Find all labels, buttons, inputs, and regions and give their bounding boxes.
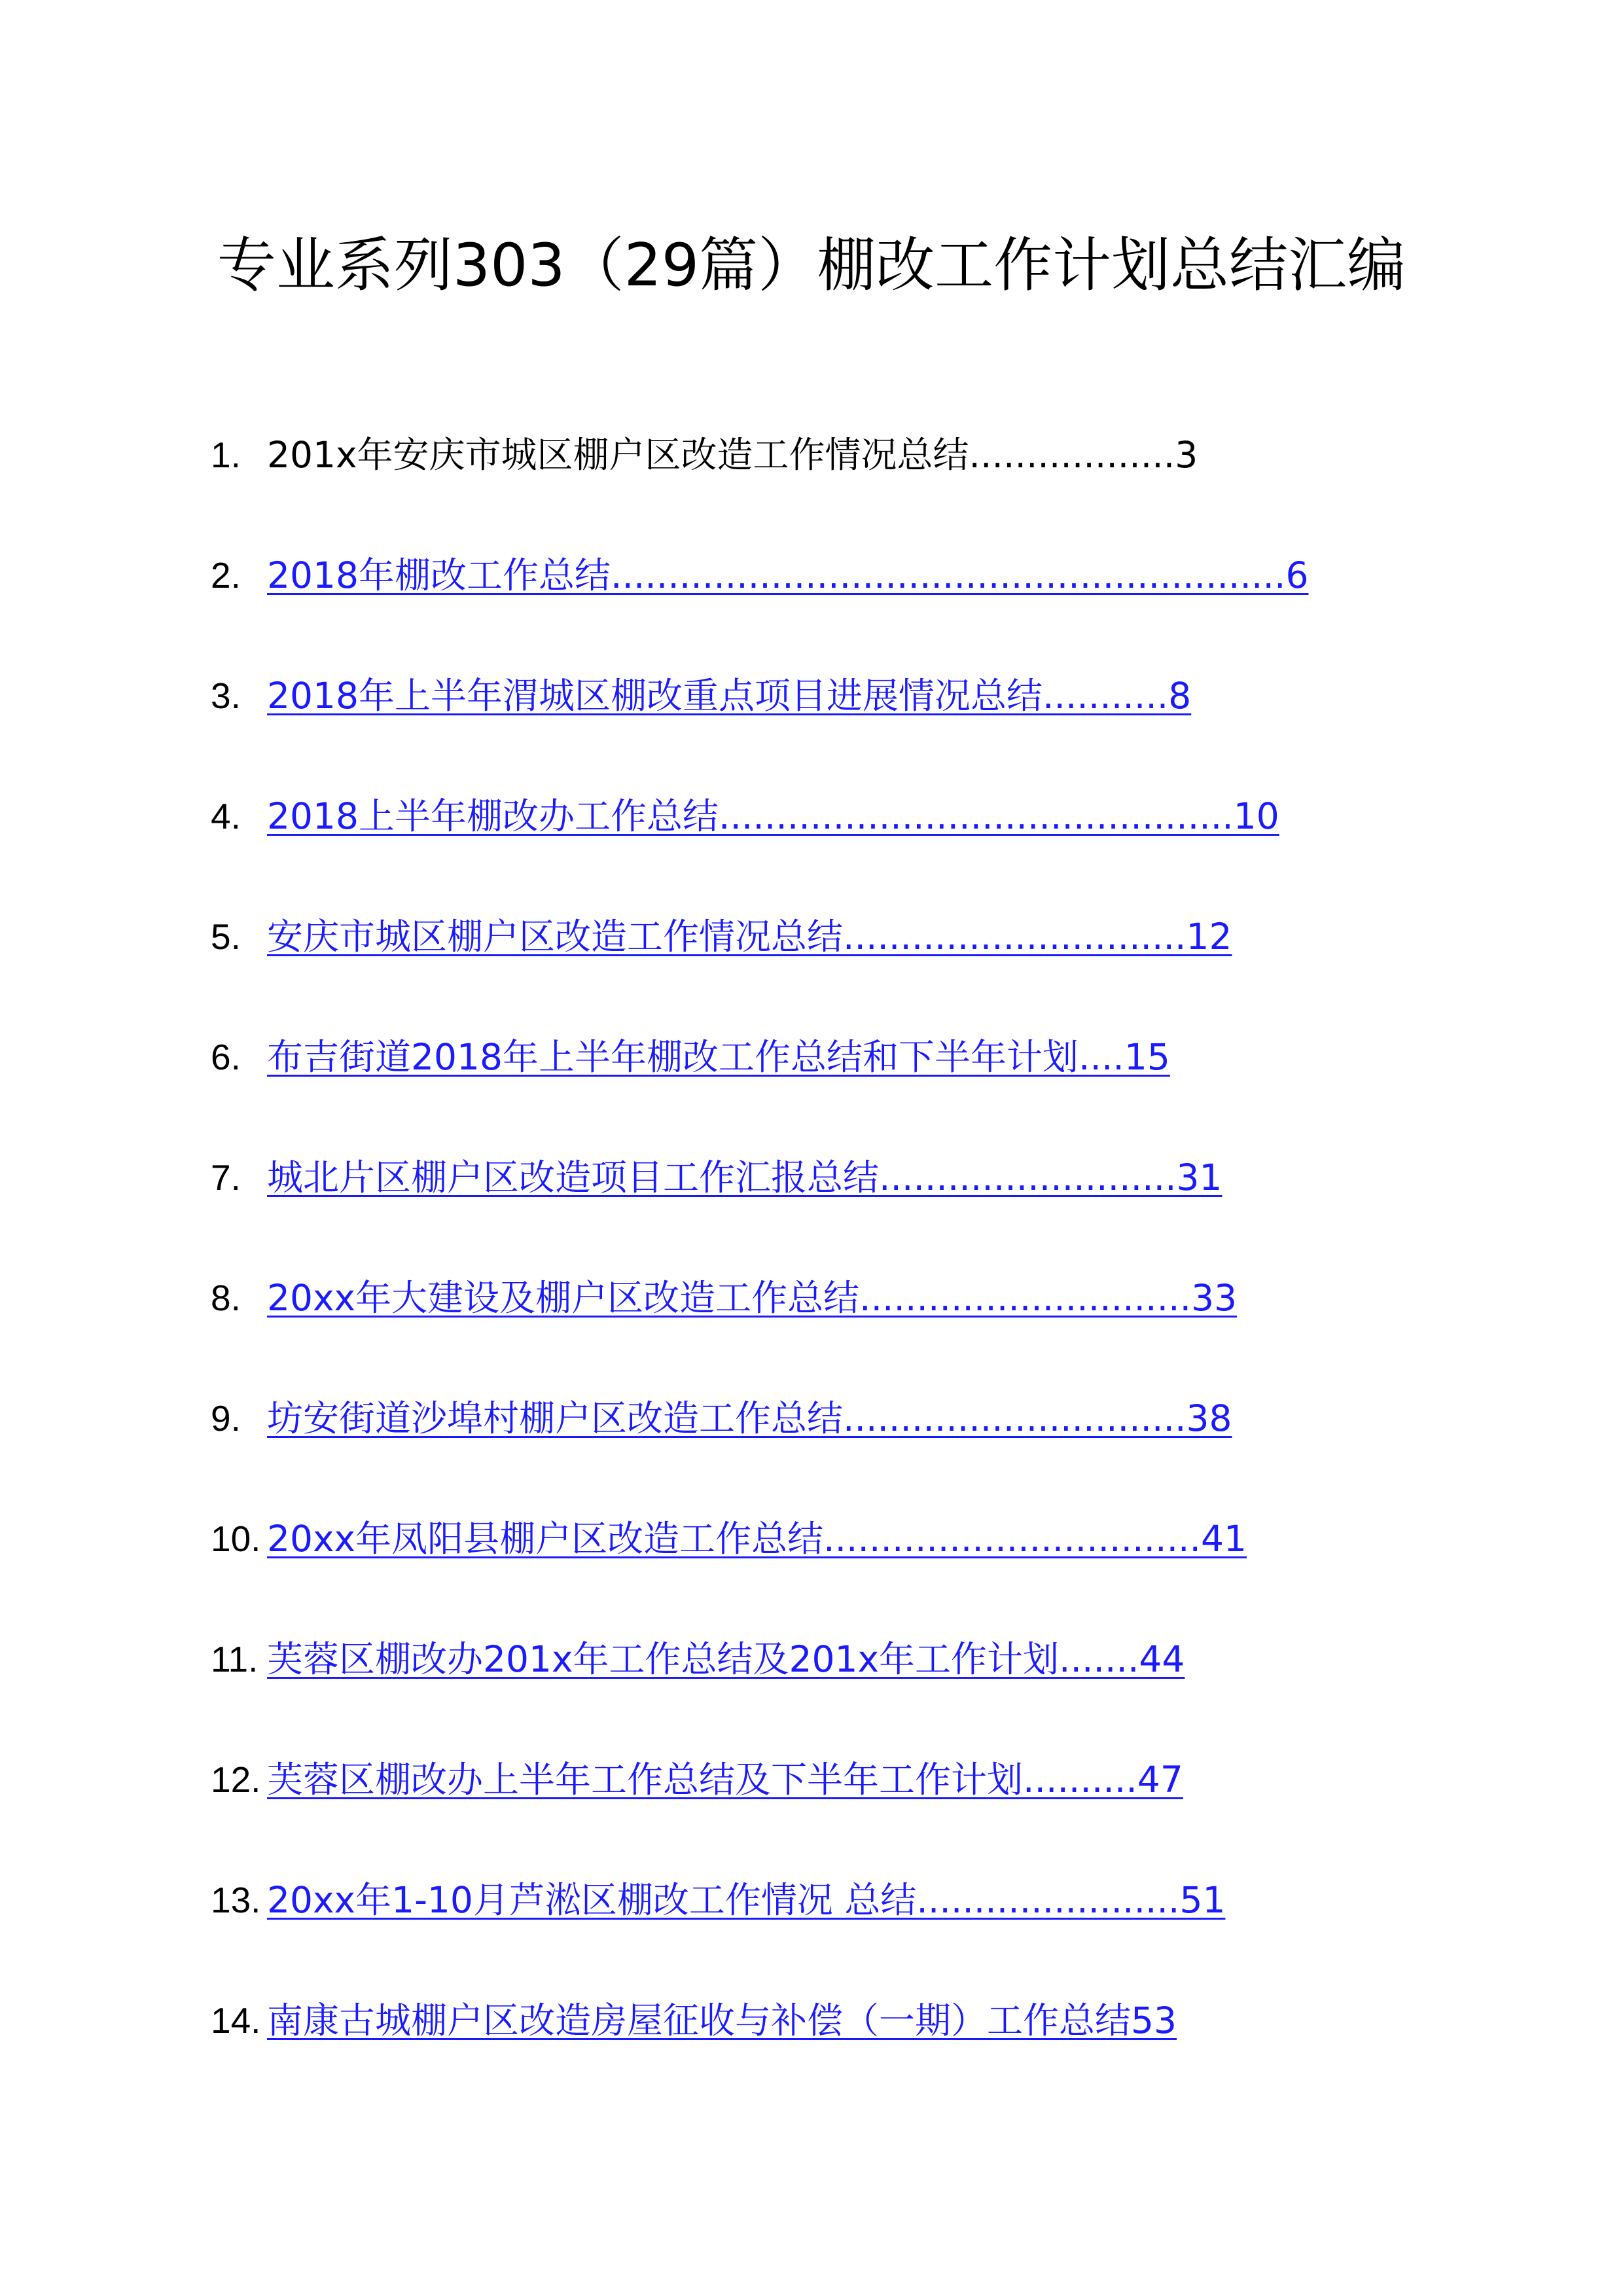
- toc-entry-link[interactable]: 2018上半年棚改办工作总结.............................................10: [267, 795, 1279, 837]
- toc-entry-link[interactable]: 城北片区棚户区改造项目工作汇报总结..........................31: [267, 1157, 1222, 1198]
- toc-entry-text: 201x年安庆市城区棚户区改造工作情况总结..................3: [267, 434, 1198, 476]
- toc-number: 7.: [211, 1157, 241, 1198]
- toc-number: 13.: [211, 1880, 261, 1920]
- toc-number: 10.: [211, 1518, 261, 1559]
- toc-item-4[interactable]: [211, 787, 1334, 846]
- toc-item-7[interactable]: [211, 1148, 1334, 1207]
- toc-item-8[interactable]: [211, 1268, 1334, 1327]
- toc-item-10[interactable]: [211, 1509, 1334, 1568]
- toc-entry-link[interactable]: 2018年上半年渭城区棚改重点项目进展情况总结...........8: [267, 675, 1192, 717]
- toc-item-2[interactable]: [211, 546, 1334, 605]
- toc-item-13[interactable]: [211, 1871, 1334, 1929]
- toc-item-1: [211, 425, 1334, 484]
- toc-number: 1.: [211, 435, 241, 475]
- toc-entry-link[interactable]: 坊安街道沙埠村棚户区改造工作总结..............................38: [267, 1397, 1232, 1439]
- toc-number: 4.: [211, 796, 241, 836]
- toc-entry-link[interactable]: 2018年棚改工作总结...........................................................6: [267, 554, 1309, 596]
- toc-item-11[interactable]: [211, 1630, 1334, 1689]
- toc-entry-link[interactable]: 20xx年大建设及棚户区改造工作总结.............................33: [267, 1277, 1238, 1319]
- toc-number: 9.: [211, 1398, 241, 1439]
- toc-entry-link[interactable]: 20xx年凤阳县棚户区改造工作总结.................................41: [267, 1518, 1247, 1560]
- toc-item-9[interactable]: [211, 1389, 1334, 1448]
- toc-entry-link[interactable]: 芙蓉区棚改办201x年工作总结及201x年工作计划.......44: [267, 1638, 1185, 1680]
- document-title: 专业系列303（29篇）棚改工作计划总结汇编: [217, 231, 1406, 300]
- toc-number: 3.: [211, 675, 241, 716]
- toc-number: 11.: [211, 1639, 259, 1679]
- toc-number: 5.: [211, 916, 241, 957]
- toc-item-5[interactable]: [211, 907, 1334, 966]
- toc-item-6[interactable]: [211, 1028, 1334, 1086]
- toc-entry-link[interactable]: 芙蓉区棚改办上半年工作总结及下半年工作计划..........47: [267, 1759, 1183, 1801]
- toc-number: 6.: [211, 1037, 241, 1077]
- toc-entry-link[interactable]: 南康古城棚户区改造房屋征收与补偿（一期）工作总结53: [267, 2000, 1177, 2041]
- toc-number: 14.: [211, 2000, 261, 2041]
- toc-number: 8.: [211, 1278, 241, 1318]
- toc-item-3[interactable]: [211, 666, 1334, 725]
- toc-number: 2.: [211, 555, 241, 596]
- toc-number: 12.: [211, 1759, 261, 1800]
- toc-item-14[interactable]: [211, 1991, 1353, 2050]
- toc-entry-link[interactable]: 20xx年1-10月芦淞区棚改工作情况 总结.......................51: [267, 1879, 1226, 1921]
- toc-item-12[interactable]: [211, 1750, 1334, 1809]
- toc-entry-link[interactable]: 布吉街道2018年上半年棚改工作总结和下半年计划....15: [267, 1036, 1170, 1078]
- toc-entry-link[interactable]: 安庆市城区棚户区改造工作情况总结..............................12: [267, 916, 1232, 958]
